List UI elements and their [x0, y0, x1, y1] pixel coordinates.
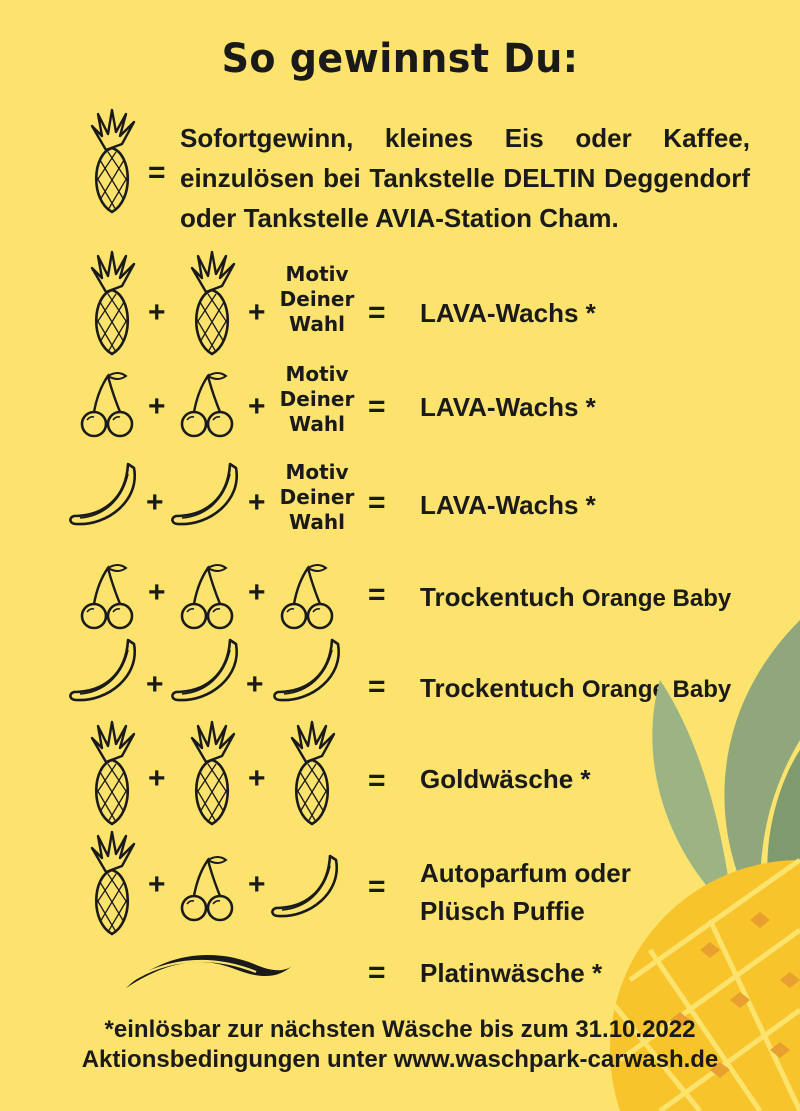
footer-link-text: Aktionsbedingungen unter www.waschpark-carwash.de [81, 1046, 719, 1073]
equals-sign: = [368, 764, 386, 797]
plus-sign: + [248, 576, 266, 609]
pineapple-icon [78, 108, 144, 216]
plus-sign: + [148, 390, 166, 423]
plus-sign: + [248, 296, 266, 329]
intro-text: Sofortgewinn, kleines Eis oder Kaffee, einzulösen bei Tankstelle DELTIN Deggendorf oder Tankstelle AVIA-Station Cham. [180, 123, 750, 233]
equals-sign: = [368, 296, 386, 329]
prize-text: LAVA-Wachs * [420, 490, 596, 520]
pineapple-icon [178, 720, 244, 828]
cherry-icon [78, 368, 140, 440]
equals-sign: = [148, 156, 166, 189]
banana-icon [272, 636, 346, 706]
plus-sign: + [146, 486, 164, 519]
prize-text: Autoparfum oder Plüsch Puffie [420, 858, 631, 926]
plus-sign: + [148, 868, 166, 901]
equals-sign: = [368, 486, 386, 519]
plus-sign: + [148, 296, 166, 329]
prize-text: Goldwäsche * [420, 764, 591, 794]
banana-icon [68, 460, 142, 530]
cherry-icon [178, 368, 240, 440]
plus-sign: + [248, 762, 266, 795]
plus-sign: + [248, 486, 266, 519]
prize-text: Platinwäsche * [420, 958, 603, 988]
motiv-deiner-wahl: Motiv Deiner Wahl [279, 362, 355, 436]
banana-icon [270, 852, 344, 922]
prize-text: Trockentuch Orange Baby [420, 673, 732, 703]
equals-sign: = [368, 670, 386, 703]
footer-note: *einlösbar zur nächsten Wäsche bis zum 31.10.2022 [104, 1016, 696, 1043]
equals-sign: = [368, 578, 386, 611]
cherry-icon [178, 560, 240, 632]
plus-sign: + [248, 390, 266, 423]
motiv-deiner-wahl: Motiv Deiner Wahl [279, 460, 355, 534]
wave-icon [124, 942, 294, 992]
cherry-icon [278, 560, 340, 632]
banana-icon [170, 460, 244, 530]
motiv-deiner-wahl: Motiv Deiner Wahl [279, 262, 355, 336]
cherry-icon [78, 560, 140, 632]
plus-sign: + [246, 668, 264, 701]
prize-text: LAVA-Wachs * [420, 298, 596, 328]
pineapple-icon [178, 250, 244, 358]
banana-icon [170, 636, 244, 706]
equals-sign: = [368, 956, 386, 989]
plus-sign: + [148, 762, 166, 795]
pineapple-icon [78, 830, 144, 938]
prize-text: Trockentuch Orange Baby [420, 582, 732, 612]
pineapple-icon [278, 720, 344, 828]
pineapple-icon [78, 250, 144, 358]
equals-sign: = [368, 870, 386, 903]
page-title: So gewinnst Du: [221, 36, 579, 82]
banana-icon [68, 636, 142, 706]
equals-sign: = [368, 390, 386, 423]
cherry-icon [178, 852, 240, 924]
plus-sign: + [248, 868, 266, 901]
prize-text: LAVA-Wachs * [420, 392, 596, 422]
plus-sign: + [146, 668, 164, 701]
pineapple-icon [78, 720, 144, 828]
plus-sign: + [148, 576, 166, 609]
